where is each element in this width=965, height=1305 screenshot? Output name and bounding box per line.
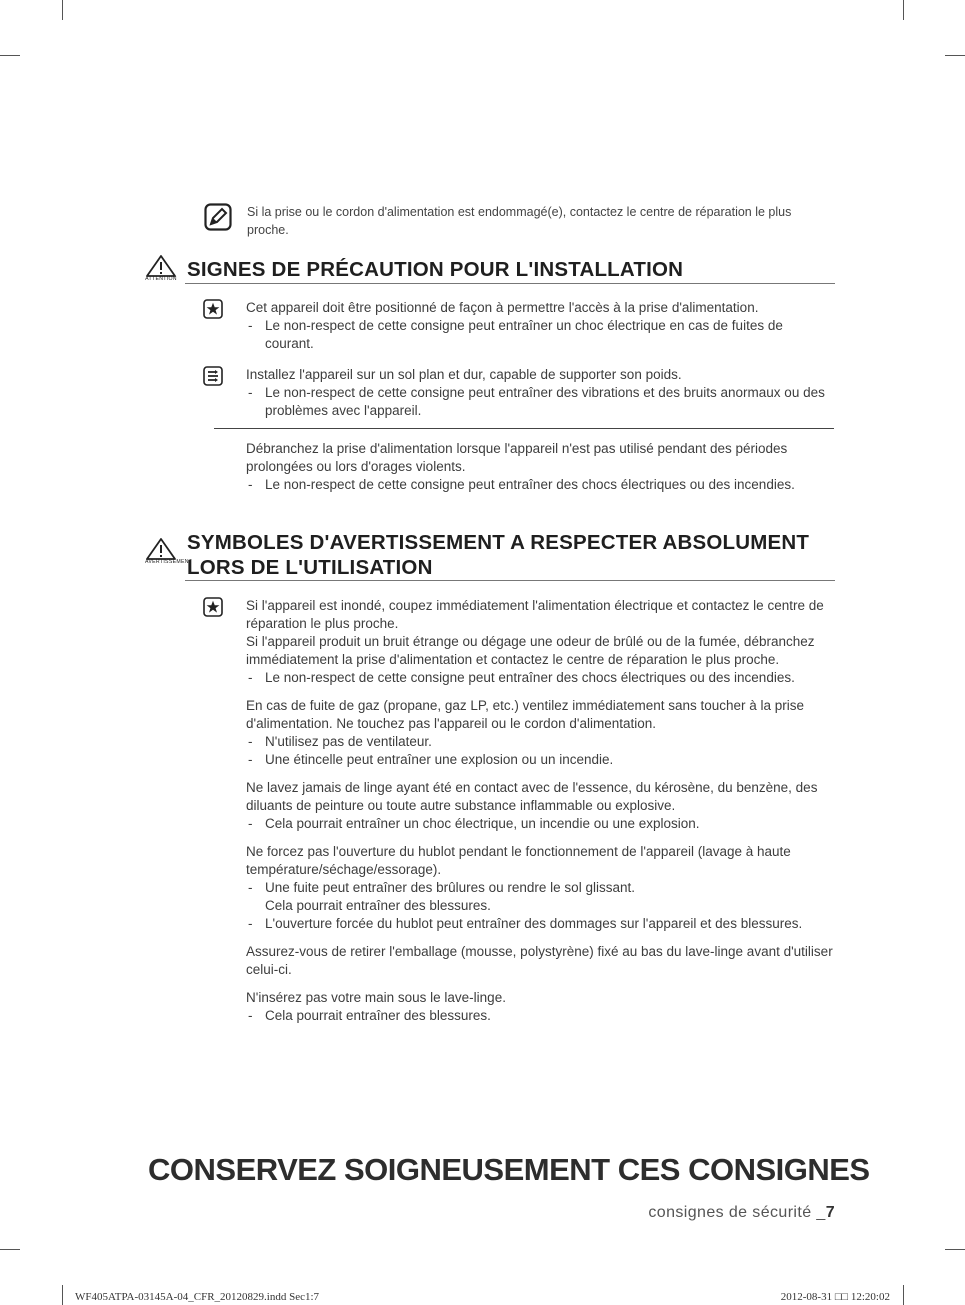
- door-text: Ne forcez pas l'ouverture du hublot pendant le fonctionnement de l'appareil (lavage à haute température/séchage/essorage).: [246, 844, 791, 877]
- page-number: 7: [825, 1204, 835, 1221]
- spacer: [246, 933, 833, 943]
- separator-rule: [214, 428, 834, 429]
- installation-item-floor: [203, 366, 833, 420]
- consequence-bullet: [246, 384, 833, 420]
- bullet-text: Cela pourrait entraîner des blessures.: [265, 898, 491, 913]
- crop-mark: [62, 0, 63, 20]
- bullet-text: Cela pourrait entraîner des blessures.: [265, 1008, 491, 1023]
- dash: -: [248, 734, 253, 749]
- dash: -: [248, 1008, 253, 1023]
- pencil-note-icon: [204, 203, 232, 231]
- bullet-text: Le non-respect de cette consigne peut entraîner des chocs électriques ou des incendies.: [265, 670, 795, 685]
- installation-title: SIGNES DE PRÉCAUTION POUR L'INSTALLATION: [187, 258, 684, 281]
- hand-text: N'insérez pas votre main sous le lave-linge.: [246, 990, 506, 1005]
- crop-mark: [945, 1249, 965, 1250]
- dash: -: [248, 318, 253, 333]
- bullet-text: Une étincelle peut entraîner une explosion ou un incendie.: [265, 752, 614, 767]
- note-block: [204, 203, 824, 239]
- consequence-bullet: [246, 1007, 833, 1025]
- star-box-icon: [203, 597, 223, 617]
- spacer: [246, 769, 833, 779]
- dash: -: [248, 385, 253, 400]
- bullet-text: Le non-respect de cette consigne peut entraîner des chocs électriques ou des incendies.: [265, 477, 795, 492]
- bullet-text: N'utilisez pas de ventilateur.: [265, 734, 432, 749]
- consequence-bullet: [246, 669, 833, 687]
- crop-mark: [0, 55, 20, 56]
- bullet-text: Le non-respect de cette consigne peut entraîner un choc électrique en cas de fuites de courant.: [265, 318, 783, 351]
- crop-mark: [62, 1285, 63, 1305]
- bullet-text: Cela pourrait entraîner un choc électrique, un incendie ou une explosion.: [265, 816, 700, 831]
- utilisation-title-line1: SYMBOLES D'AVERTISSEMENT A RESPECTER ABSOLUMENT: [187, 531, 810, 554]
- note-text: Si la prise ou le cordon d'alimentation est endommagé(e), contactez le centre de réparation le plus proche.: [247, 205, 792, 237]
- attention-caption: ATTENTION: [145, 276, 177, 282]
- star-box-icon: [203, 299, 223, 319]
- crop-mark: [0, 1249, 20, 1250]
- bullet-text: L'ouverture forcée du hublot peut entraîner des dommages sur l'appareil et des blessures.: [265, 916, 803, 931]
- print-slug-file: WF405ATPA-03145A-04_CFR_20120829.indd Sec1:7: [75, 1291, 320, 1303]
- utilisation-body: [203, 597, 833, 1025]
- crop-mark: [945, 55, 965, 56]
- dash: -: [248, 880, 253, 895]
- consequence-bullet: [246, 317, 833, 353]
- crop-mark: [903, 1285, 904, 1305]
- keep-instructions-banner: CONSERVEZ SOIGNEUSEMENT CES CONSIGNES: [148, 1152, 870, 1187]
- avertissement-warning-icon: [145, 537, 193, 565]
- avertissement-caption: AVERTISSEMENT: [145, 559, 193, 565]
- crop-mark: [903, 0, 904, 20]
- consequence-bullet: [246, 915, 833, 933]
- consequence-bullet: [246, 476, 833, 494]
- level-box-icon: [203, 366, 223, 386]
- print-slug-date: 2012-08-31 □□ 12:20:02: [780, 1291, 890, 1303]
- page-footer: [648, 1204, 835, 1222]
- dash: -: [248, 670, 253, 685]
- consequence-bullet: [246, 751, 833, 769]
- spacer: [246, 687, 833, 697]
- consequence-bullet: [246, 733, 833, 751]
- utilisation-title-line2: LORS DE L'UTILISATION: [187, 556, 433, 579]
- flammable-text: Ne lavez jamais de linge ayant été en contact avec de l'essence, du kérosène, du benzène, des diluants de peinture ou toute autre substance inflammable ou explosive.: [246, 780, 818, 813]
- gas-leak-text: En cas de fuite de gaz (propane, gaz LP, etc.) ventilez immédiatement sans toucher à la prise d'alimentation. Ne touchez pas l'appareil ou le cordon d'alimentation.: [246, 698, 805, 731]
- dash: -: [248, 816, 253, 831]
- installation-item-positioning: [203, 299, 833, 353]
- consequence-bullet: [246, 879, 833, 915]
- spacer: [246, 979, 833, 989]
- packaging-text: Assurez-vous de retirer l'emballage (mousse, polystyrène) fixé au bas du lave-linge avant d'utiliser celui-ci.: [246, 944, 833, 977]
- attention-warning-icon: [145, 254, 177, 282]
- consequence-bullet: [246, 815, 833, 833]
- instruction-text: Installez l'appareil sur un sol plan et dur, capable de supporter son poids.: [246, 367, 682, 382]
- section-label: consignes de sécurité _: [648, 1204, 826, 1221]
- dash: -: [248, 477, 253, 492]
- bullet-text: Une fuite peut entraîner des brûlures ou rendre le sol glissant.: [265, 880, 635, 895]
- installation-item-unplug: [203, 440, 833, 494]
- bullet-text: Le non-respect de cette consigne peut entraîner des vibrations et des bruits anormaux ou des problèmes avec l'appareil.: [265, 385, 825, 418]
- noise-text: Si l'appareil produit un bruit étrange ou dégage une odeur de brûlé ou de la fumée, débranchez immédiatement la prise d'alimentation et contactez le centre de réparation le plus proche.: [246, 634, 815, 667]
- dash: -: [248, 752, 253, 767]
- dash: -: [248, 916, 253, 931]
- heading-rule: [185, 283, 835, 284]
- spacer: [246, 833, 833, 843]
- heading-rule: [185, 580, 835, 581]
- instruction-text: Cet appareil doit être positionné de façon à permettre l'accès à la prise d'alimentation.: [246, 300, 759, 315]
- instruction-text: Débranchez la prise d'alimentation lorsque l'appareil n'est pas utilisé pendant des périodes prolongées ou lors d'orages violents.: [246, 441, 788, 474]
- flood-text: Si l'appareil est inondé, coupez immédiatement l'alimentation électrique et contactez le centre de réparation le plus proche.: [246, 598, 824, 631]
